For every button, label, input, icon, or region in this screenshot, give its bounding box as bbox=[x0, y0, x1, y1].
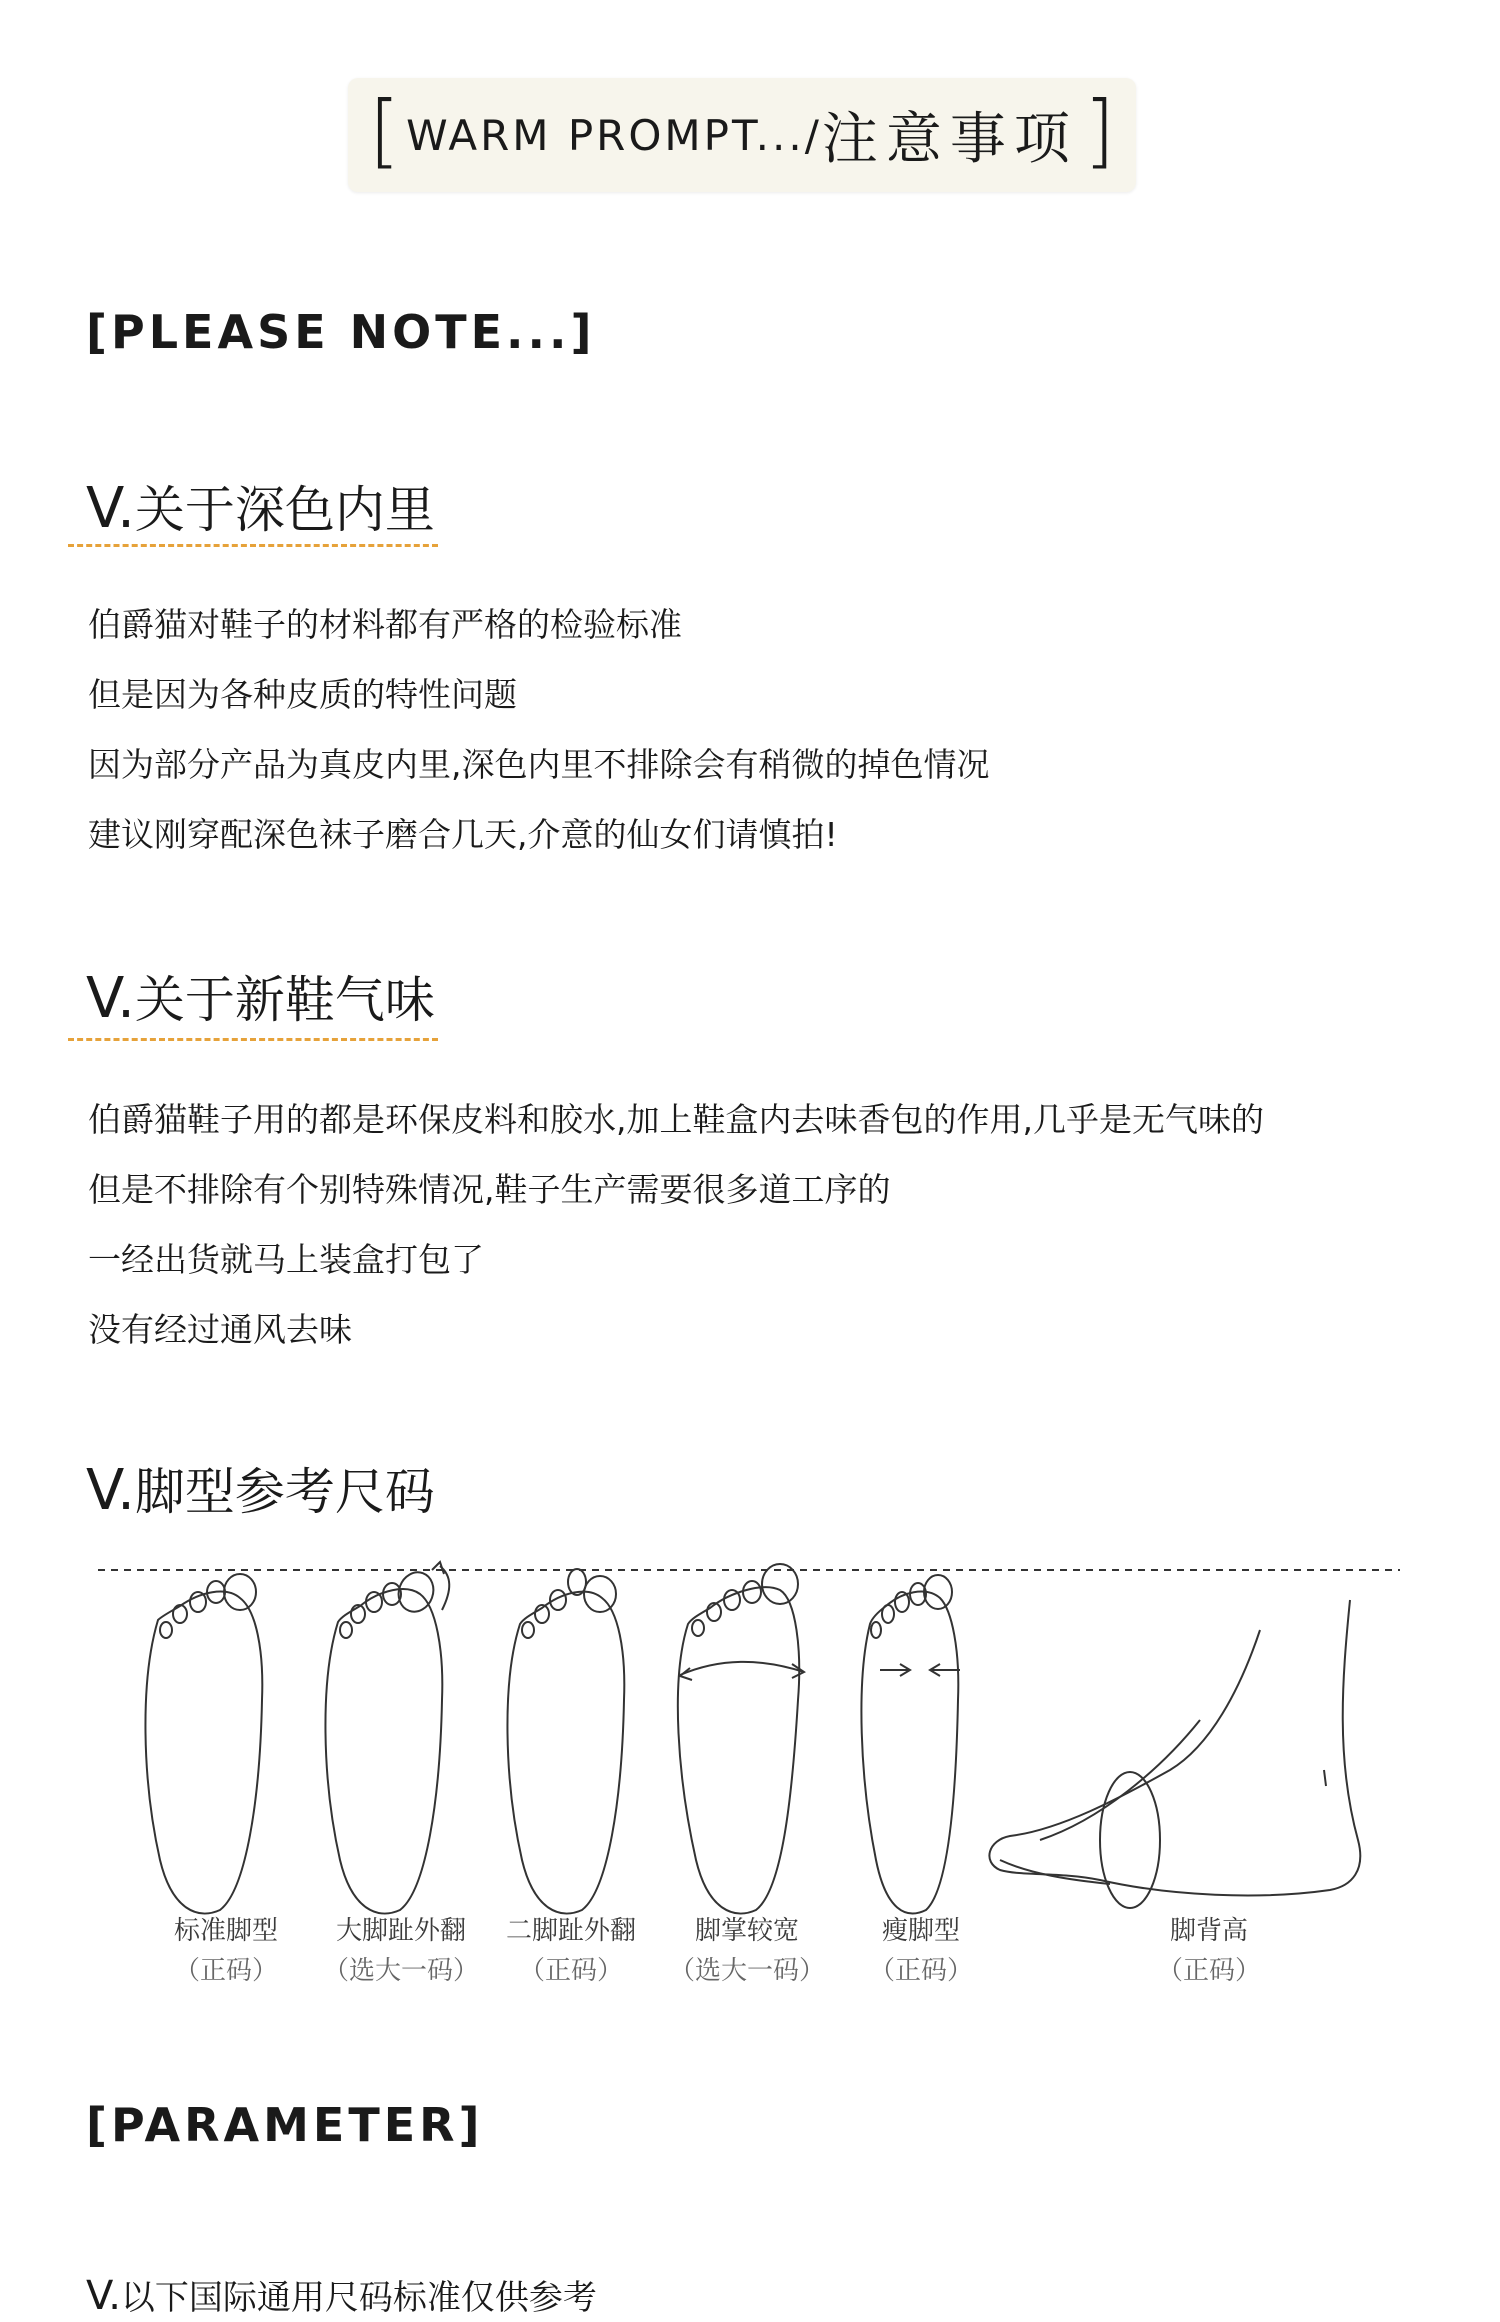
foot-note: （选大一码） bbox=[322, 1956, 479, 1986]
body-line: 伯爵猫对鞋子的材料都有严格的检验标准 bbox=[88, 605, 682, 644]
foot-type-illustration bbox=[80, 1540, 1420, 2020]
foot-standard-sketch bbox=[145, 1574, 262, 1913]
body-line: 伯爵猫鞋子用的都是环保皮料和胶水,加上鞋盒内去味香包的作用,几乎是无气味的 bbox=[88, 1100, 1264, 1139]
banner-bracket-left: [ bbox=[368, 84, 401, 177]
foot-label: 标准脚型 bbox=[173, 1916, 278, 1946]
body-line: 没有经过通风去味 bbox=[88, 1310, 352, 1349]
foot-slim-sketch bbox=[861, 1575, 960, 1913]
foot-label: 二脚趾外翻 bbox=[505, 1916, 636, 1946]
body-line: 一经出货就马上装盒打包了 bbox=[88, 1240, 484, 1279]
section-prefix: V. bbox=[86, 1458, 135, 1523]
section-prefix: V. bbox=[86, 2273, 121, 2319]
section-body-dark-lining bbox=[88, 590, 990, 870]
foot-label: 脚背高 bbox=[1169, 1916, 1248, 1946]
foot-note: （正码） bbox=[173, 1956, 278, 1986]
foot-bunion-sketch bbox=[325, 1562, 449, 1913]
header-banner bbox=[348, 78, 1136, 192]
section-title: 以下国际通用尺码标准仅供参考 bbox=[120, 2278, 597, 2318]
body-line: 建议刚穿配深色袜子磨合几天,介意的仙女们请慎拍! bbox=[88, 815, 838, 854]
parameter-heading: [PARAMETER] bbox=[86, 2098, 484, 2152]
section-body-new-shoe-odor bbox=[88, 1085, 1264, 1365]
banner-title-cn: 注意事项 bbox=[821, 107, 1078, 172]
foot-note: （正码） bbox=[868, 1956, 973, 1986]
section-heading-new-shoe-odor bbox=[86, 960, 435, 1032]
section-title: 脚型参考尺码 bbox=[134, 1463, 435, 1521]
body-line: 但是因为各种皮质的特性问题 bbox=[88, 675, 517, 714]
body-line: 因为部分产品为真皮内里,深色内里不排除会有稍微的掉色情况 bbox=[88, 745, 990, 784]
body-line: 但是不排除有个别特殊情况,鞋子生产需要很多道工序的 bbox=[88, 1170, 891, 1209]
section-title: 关于深色内里 bbox=[134, 481, 435, 539]
section-prefix: V. bbox=[86, 966, 135, 1031]
banner-title-en: WARM PROMPT.../ bbox=[406, 110, 822, 160]
section-divider bbox=[68, 544, 438, 547]
foot-label: 瘦脚型 bbox=[881, 1916, 960, 1946]
foot-label: 脚掌较宽 bbox=[694, 1916, 799, 1946]
banner-bracket-right: ] bbox=[1083, 84, 1116, 177]
section-heading-foot-type bbox=[86, 1452, 435, 1524]
foot-sketches bbox=[80, 1540, 1420, 1960]
foot-note: （选大一码） bbox=[668, 1956, 825, 1986]
foot-label: 大脚趾外翻 bbox=[335, 1916, 466, 1946]
please-note-heading: [PLEASE NOTE...] bbox=[86, 305, 596, 359]
foot-high-instep-sketch bbox=[989, 1600, 1360, 1908]
section-prefix: V. bbox=[86, 476, 135, 541]
foot-note: （正码） bbox=[1156, 1956, 1261, 1986]
foot-second-toe-sketch bbox=[507, 1569, 624, 1913]
section-heading-size-standard bbox=[86, 2270, 597, 2319]
section-title: 关于新鞋气味 bbox=[134, 971, 435, 1029]
section-divider bbox=[68, 1038, 438, 1041]
section-heading-dark-lining bbox=[86, 470, 435, 542]
foot-note: （正码） bbox=[518, 1956, 623, 1986]
foot-wide-sketch bbox=[678, 1564, 804, 1913]
